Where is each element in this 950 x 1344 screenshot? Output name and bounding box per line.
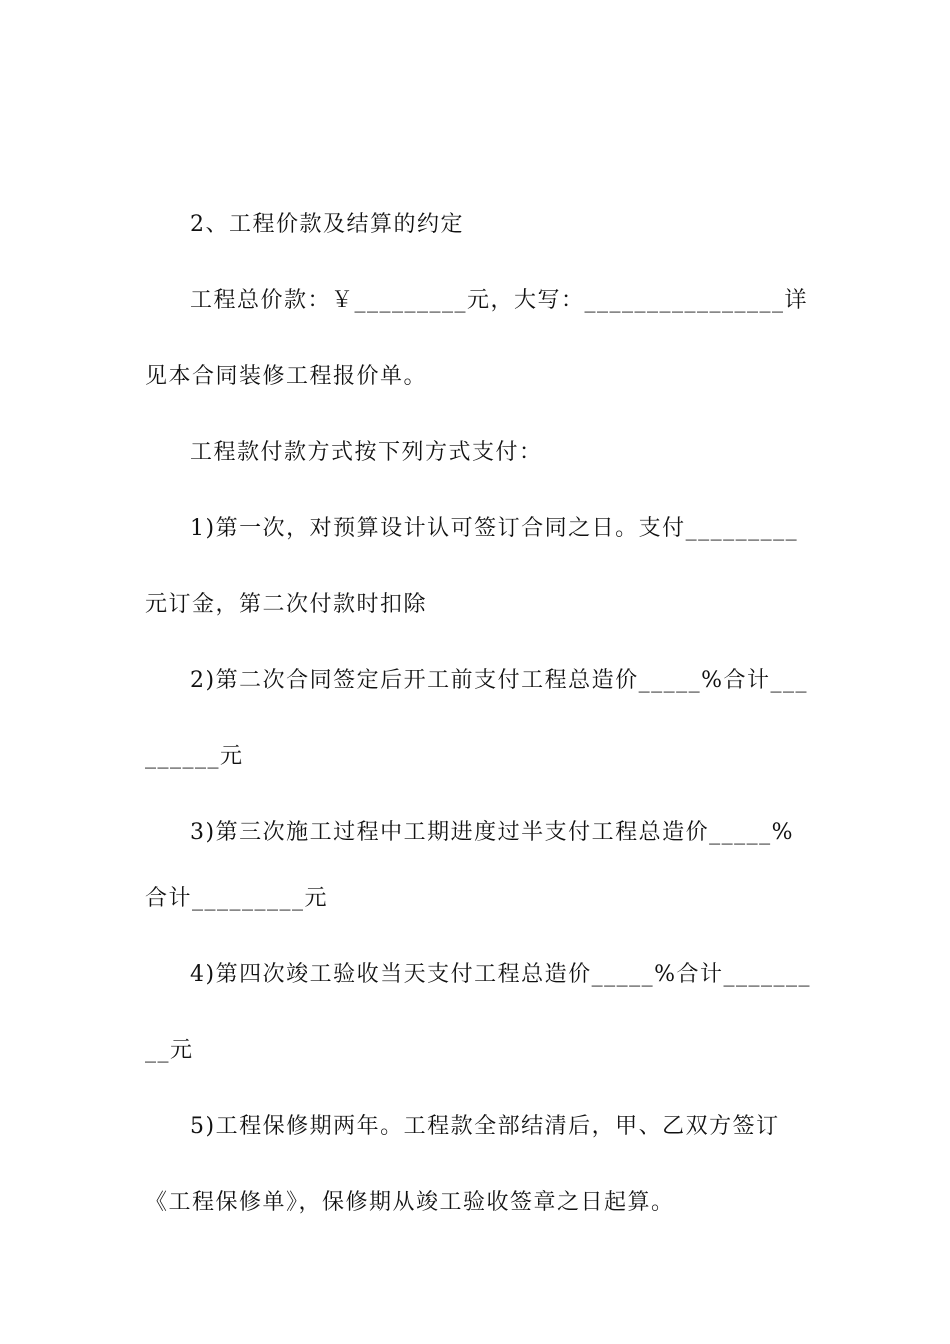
payment-item-2: 2)第二次合同签定后开工前支付工程总造价_____%合计___ xyxy=(190,668,808,693)
total-price-line-cont: 见本合同装修工程报价单。 xyxy=(145,364,428,389)
total-price-line: 工程总价款：￥_________元，大写：________________详 xyxy=(190,288,809,313)
payment-item-1: 1)第一次，对预算设计认可签订合同之日。支付_________ xyxy=(190,516,799,541)
payment-item-4: 4)第四次竣工验收当天支付工程总造价_____%合计_______ xyxy=(190,962,811,987)
section-heading: 2、工程价款及结算的约定 xyxy=(190,212,464,237)
payment-item-3-cont: 合计_________元 xyxy=(145,886,329,911)
payment-item-4-cont: __元 xyxy=(145,1038,194,1063)
payment-item-3: 3)第三次施工过程中工期进度过半支付工程总造价_____% xyxy=(190,820,794,845)
warranty-line: 5)工程保修期两年。工程款全部结清后，甲、乙双方签订 xyxy=(190,1114,780,1139)
payment-item-1-cont: 元订金，第二次付款时扣除 xyxy=(145,592,428,617)
payment-method-intro: 工程款付款方式按下列方式支付： xyxy=(190,440,543,465)
warranty-line-cont: 《工程保修单》，保修期从竣工验收签章之日起算。 xyxy=(145,1190,675,1215)
payment-item-2-cont: ______元 xyxy=(145,744,244,769)
